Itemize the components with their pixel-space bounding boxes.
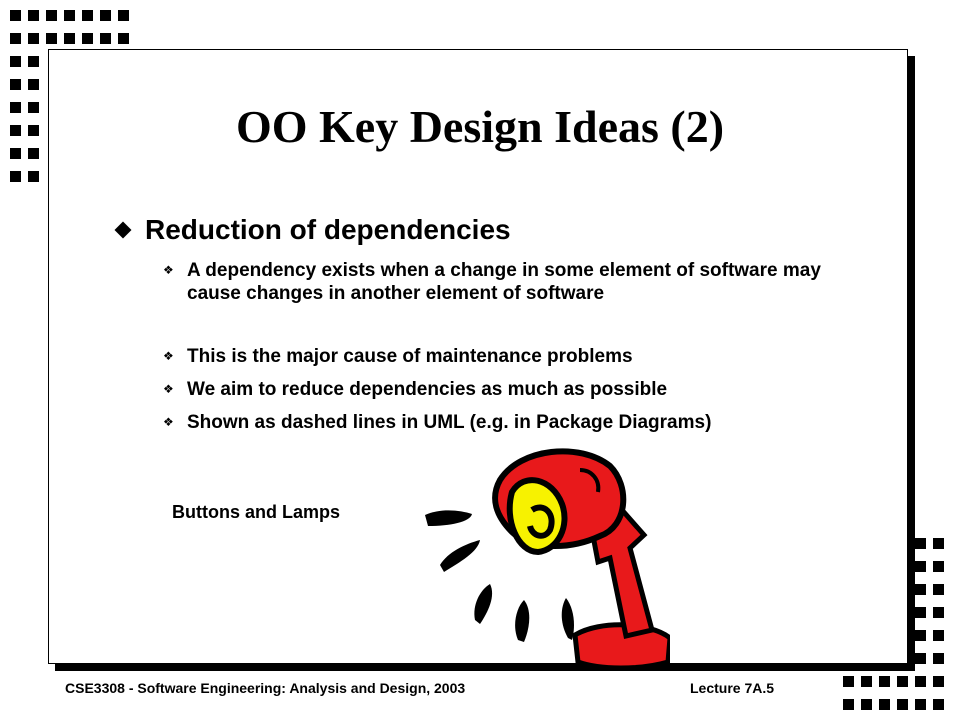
sub-bullet-text: A dependency exists when a change in some element of software may cause changes in another element of software [187, 260, 821, 304]
sub-bullet-text: Shown as dashed lines in UML (e.g. in Package Diagrams) [187, 412, 712, 433]
sub-bullet-2 [163, 345, 837, 368]
footer-course: CSE3308 - Software Engineering: Analysis and Design, 2003 [65, 680, 466, 696]
footer-lecture: Lecture 7A.5 [690, 680, 775, 696]
diamond-outline-bullet-icon: ❖ [163, 263, 174, 277]
sub-bullet-3 [163, 378, 837, 401]
sub-bullet-text: We aim to reduce dependencies as much as possible [187, 379, 668, 400]
diamond-outline-bullet-icon: ❖ [163, 382, 174, 396]
sub-bullet-1 [163, 259, 837, 305]
sub-bullet-text: This is the major cause of maintenance problems [187, 346, 633, 367]
diamond-bullet-icon [115, 222, 132, 239]
illustration-caption: Buttons and Lamps [172, 502, 341, 522]
lamp-clipart-icon [420, 440, 670, 670]
diamond-outline-bullet-icon: ❖ [163, 415, 174, 429]
sub-bullet-4 [163, 411, 837, 434]
main-bullet-text: Reduction of dependencies [145, 214, 511, 245]
main-bullet [117, 214, 511, 246]
slide-title: OO Key Design Ideas (2) [235, 101, 725, 152]
diamond-outline-bullet-icon: ❖ [163, 349, 174, 363]
